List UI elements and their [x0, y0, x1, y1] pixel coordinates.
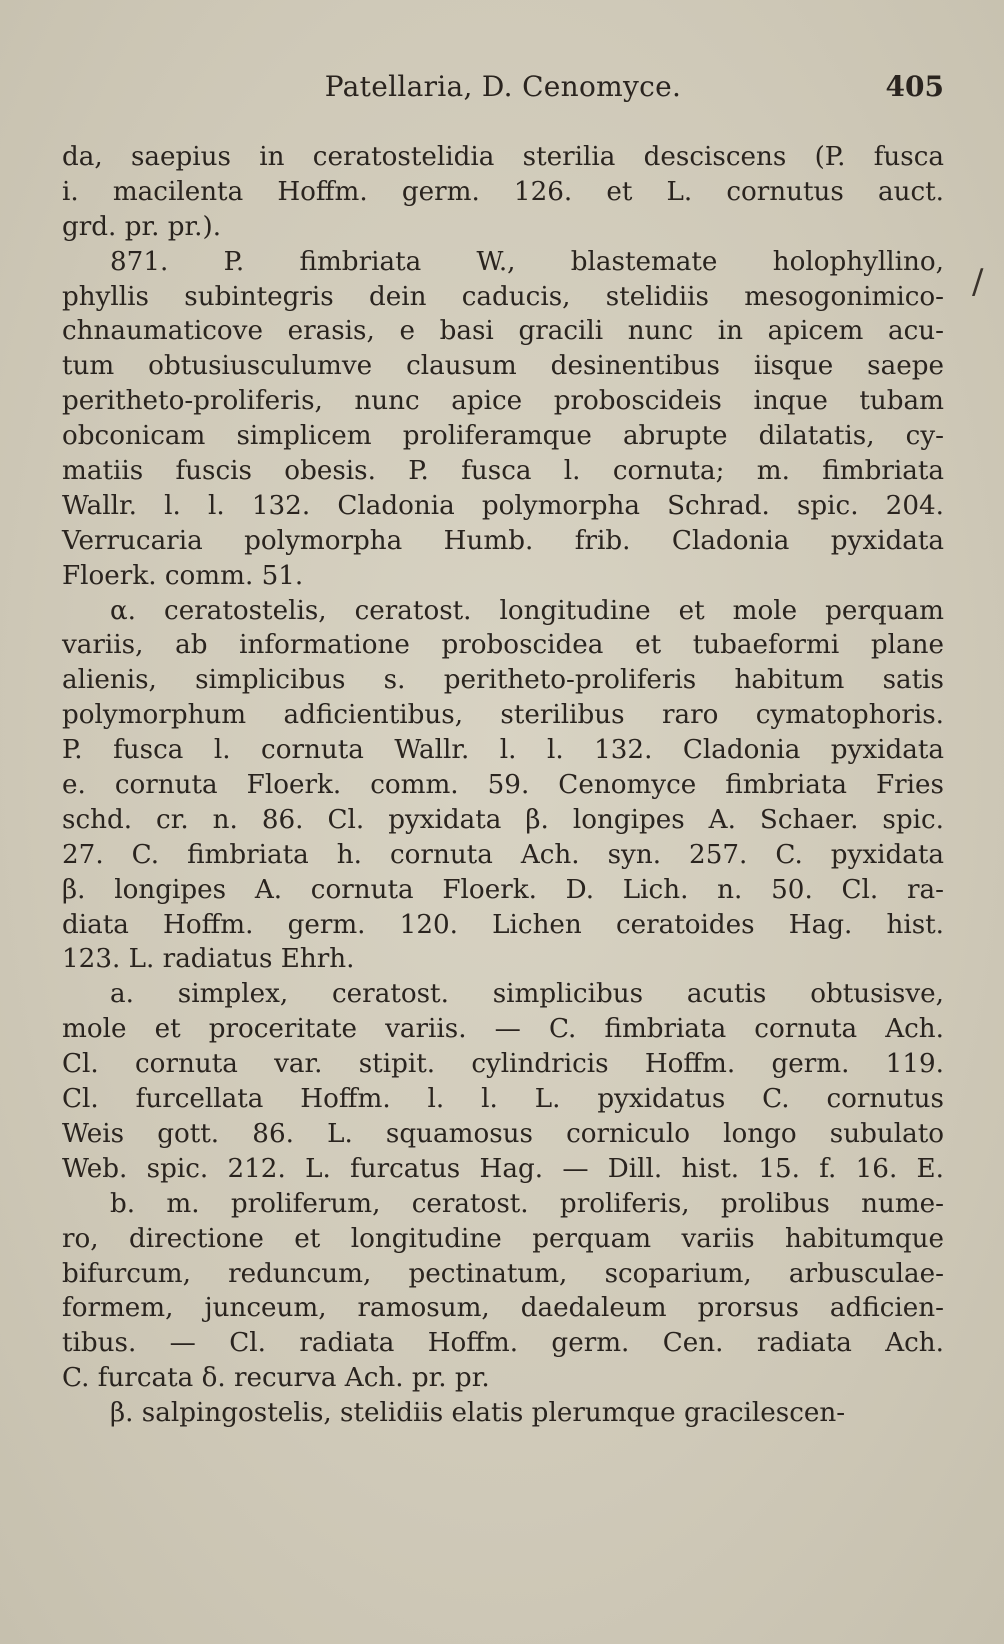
text-line: bifurcum, reduncum, pectinatum, scoparium, arbusculae- [62, 1258, 944, 1289]
text-line: Weis gott. 86. L. squamosus corniculo longo subulato [62, 1118, 944, 1149]
text-line: da, saepius in ceratostelidia sterilia desciscens (P. fusca [62, 142, 944, 172]
text-line: Web. spic. 212. L. furcatus Hag. — Dill. hist. 15. f. 16. E. [62, 1153, 944, 1184]
text-line: C. furcata δ. recurva Ach. pr. pr. [62, 1363, 490, 1394]
text-line: variis, ab informatione proboscidea et tubaeformi plane [62, 630, 944, 661]
text-line: matiis fuscis obesis. P. fusca l. cornuta; m. fimbriata [62, 456, 944, 487]
text-line: mole et proceritate variis. — C. fimbriata cornuta Ach. [62, 1014, 944, 1045]
text-line: α. ceratostelis, ceratost. longitudine et mole perquam [110, 595, 944, 626]
text-line: Floerk. comm. 51. [62, 560, 304, 591]
text-line: obconicam simplicem proliferamque abrupte dilatatis, cy- [62, 421, 944, 452]
text-line: phyllis subintegris dein caducis, stelidiis mesogonimico- [62, 281, 944, 312]
text-line: ro, directione et longitudine perquam variis habitumque [62, 1223, 944, 1254]
text-line: Cl. cornuta var. stipit. cylindricis Hoffm. germ. 119. [62, 1049, 944, 1080]
text-line: diata Hoffm. germ. 120. Lichen ceratoides Hag. hist. [62, 909, 944, 940]
page-body [62, 140, 944, 1431]
text-line: e. cornuta Floerk. comm. 59. Cenomyce fimbriata Fries [62, 770, 944, 801]
text-line: chnaumaticove erasis, e basi gracili nunc in apicem acu- [62, 316, 944, 347]
page-number: 405 [885, 70, 944, 103]
text-line: 27. C. fimbriata h. cornuta Ach. syn. 257. C. pyxidata [62, 839, 944, 870]
text-line: schd. cr. n. 86. Cl. pyxidata β. longipes A. Schaer. spic. [62, 804, 944, 835]
text-line: polymorphum adficientibus, sterilibus raro cymatophoris. [62, 700, 944, 731]
text-line: P. fusca l. cornuta Wallr. l. l. 132. Cladonia pyxidata [62, 735, 944, 766]
text-line: grd. pr. pr.). [62, 211, 222, 242]
text-line: β. longipes A. cornuta Floerk. D. Lich. n. 50. Cl. ra- [62, 874, 944, 905]
margin-mark: / [972, 262, 984, 302]
text-line: tibus. — Cl. radiata Hoffm. germ. Cen. radiata Ach. [62, 1328, 944, 1359]
text-line: b. m. proliferum, ceratost. proliferis, prolibus nume- [110, 1188, 944, 1219]
text-line: Verrucaria polymorpha Humb. frib. Cladonia pyxidata [62, 525, 944, 556]
text-line: Wallr. l. l. 132. Cladonia polymorpha Schrad. spic. 204. [62, 490, 944, 521]
text-line: tum obtusiusculumve clausum desinentibus iisque saepe [62, 351, 944, 382]
text-line: formem, junceum, ramosum, daedaleum prorsus adficien- [62, 1293, 944, 1324]
running-head: Patellaria, D. Cenomyce. [324, 70, 682, 103]
text-line: β. salpingostelis, stelidiis elatis plerumque gracilescen- [110, 1398, 846, 1429]
text-line: 123. L. radiatus Ehrh. [62, 944, 355, 975]
text-line: 871. P. fimbriata W., blastemate holophyllino, [110, 246, 944, 277]
text-line: a. simplex, ceratost. simplicibus acutis obtusisve, [110, 979, 944, 1010]
text-line: alienis, simplicibus s. peritheto-proliferis habitum satis [62, 665, 944, 696]
text-line: Cl. furcellata Hoffm. l. l. L. pyxidatus C. cornutus [62, 1084, 944, 1115]
page-header [62, 70, 944, 114]
text-line: i. macilenta Hoffm. germ. 126. et L. cornutus auct. [62, 176, 944, 207]
text-line: peritheto-proliferis, nunc apice proboscideis inque tubam [62, 386, 944, 417]
